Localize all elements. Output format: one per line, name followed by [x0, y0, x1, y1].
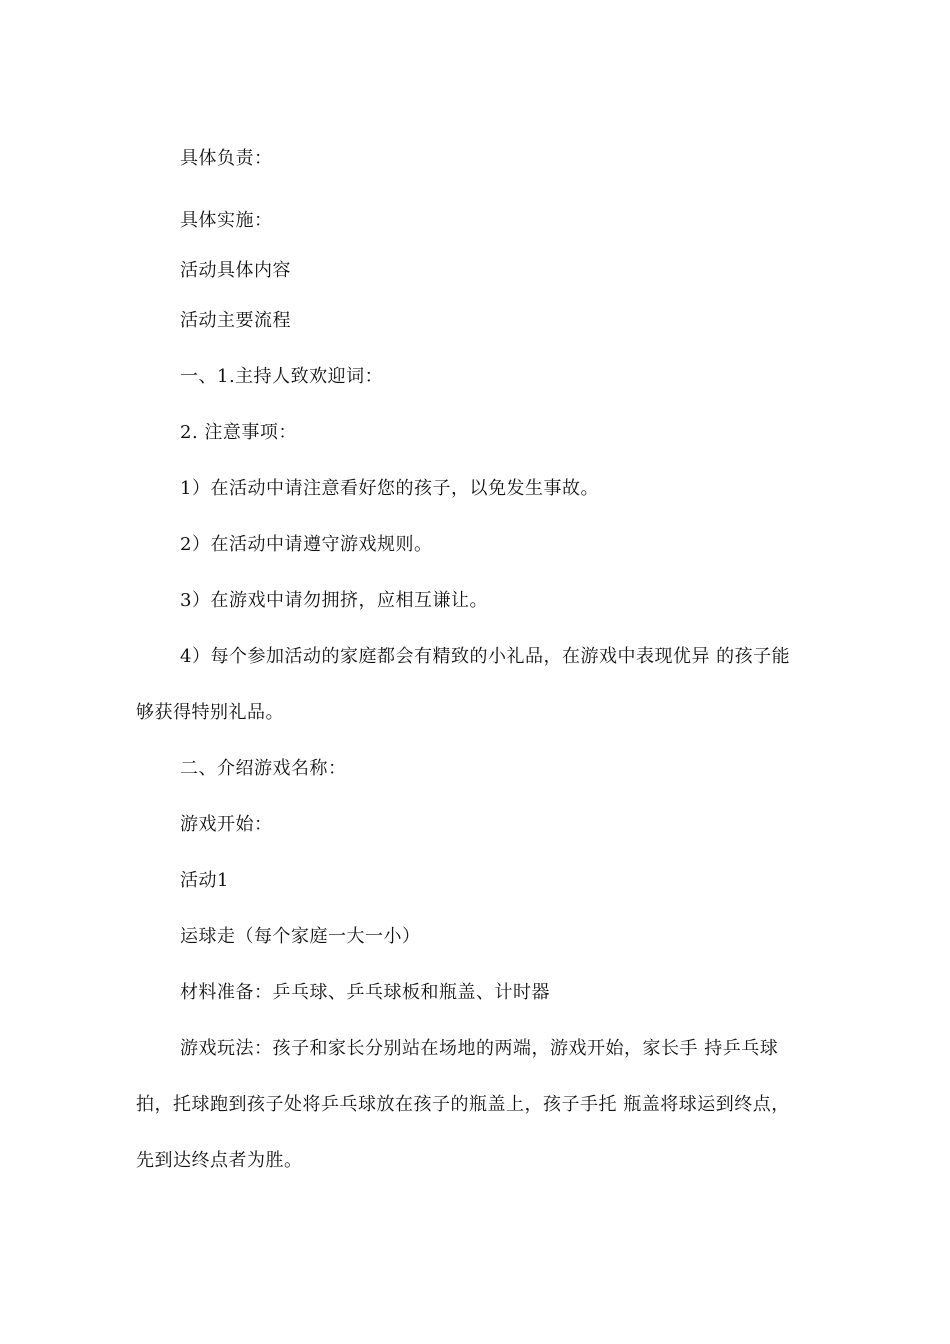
text-line: 4）每个参加活动的家庭都会有精致的小礼品，在游戏中表现优异 的孩子能 [180, 646, 791, 667]
text-line: 材料准备：乒乓球、乒乓球板和瓶盖、计时器 [180, 982, 550, 1003]
text-line: 2）在活动中请遵守游戏规则。 [180, 534, 433, 555]
text-line: 活动主要流程 [180, 310, 291, 331]
text-line: 2. 注意事项： [180, 422, 297, 443]
text-line: 1）在活动中请注意看好您的孩子，以免发生事故。 [180, 478, 599, 499]
text-line: 游戏开始： [180, 814, 273, 835]
text-line: 具体负责： [180, 148, 273, 169]
text-line: 活动具体内容 [180, 260, 291, 281]
text-line: 先到达终点者为胜。 [136, 1150, 303, 1171]
text-line: 够获得特别礼品。 [136, 702, 284, 723]
text-line: 具体实施： [180, 210, 273, 231]
text-line: 3）在游戏中请勿拥挤，应相互谦让。 [180, 590, 488, 611]
text-line: 拍，托球跑到孩子处将乒乓球放在孩子的瓶盖上，孩子手托 瓶盖将球运到终点， [136, 1094, 790, 1115]
text-line: 游戏玩法：孩子和家长分别站在场地的两端，游戏开始，家长手 持乒乓球 [180, 1038, 779, 1059]
text-line: 二、介绍游戏名称： [180, 758, 347, 779]
text-line: 一、1.主持人致欢迎词： [180, 366, 384, 387]
text-line: 运球走（每个家庭一大一小） [180, 926, 421, 947]
text-line: 活动1 [180, 870, 229, 891]
